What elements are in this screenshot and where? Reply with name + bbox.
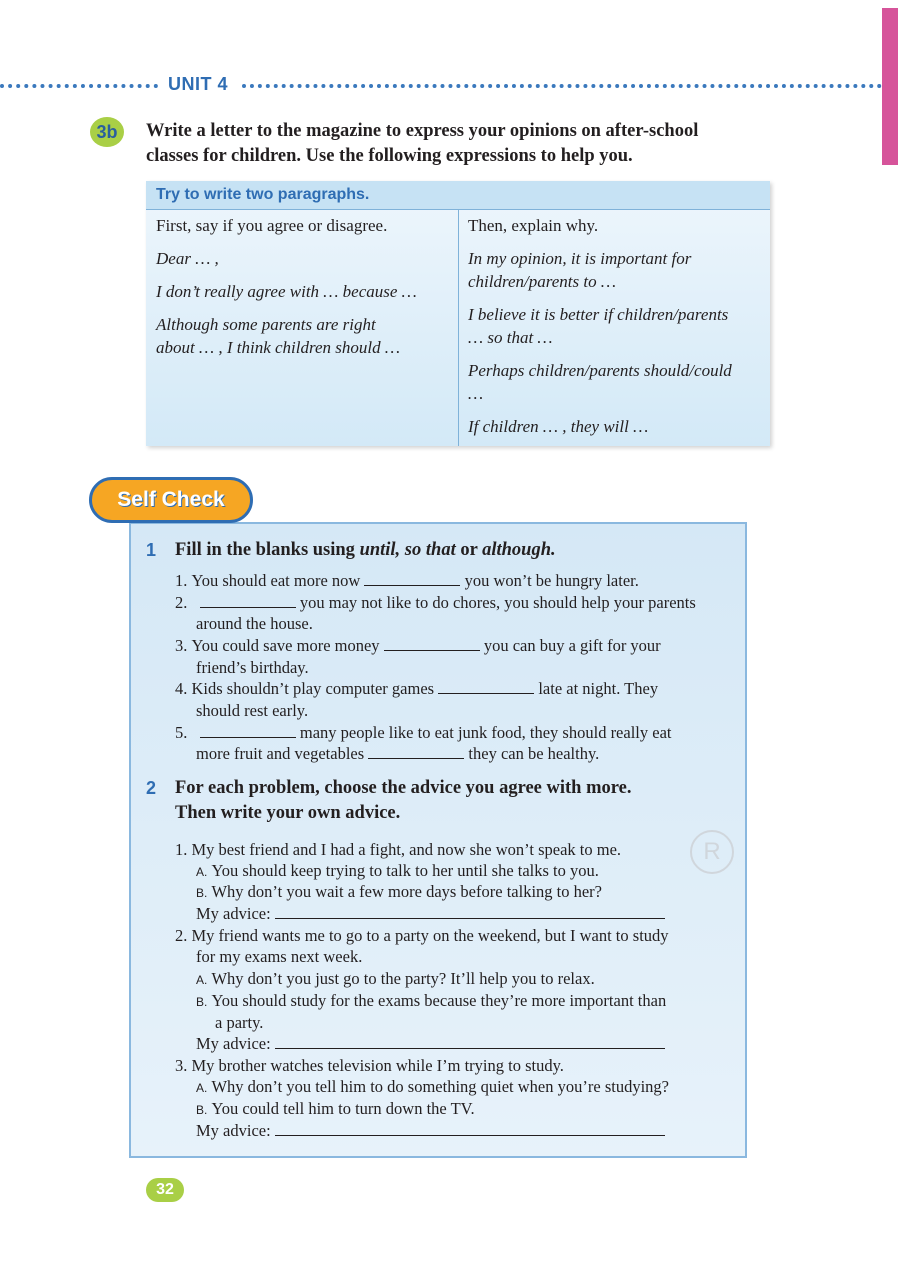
option-letter: B. bbox=[196, 886, 208, 900]
item-text: friend’s birthday. bbox=[196, 658, 309, 677]
fill-item-5-cont bbox=[196, 743, 599, 765]
item-number: 2. bbox=[175, 926, 188, 945]
question-2-title bbox=[175, 776, 631, 826]
option-text: You could tell him to turn down the TV. bbox=[211, 1099, 475, 1118]
answer-blank[interactable] bbox=[438, 679, 534, 694]
column-divider bbox=[458, 209, 459, 446]
option-a bbox=[196, 1076, 669, 1100]
unit-label: UNIT 4 bbox=[168, 74, 229, 94]
advice-label: My advice: bbox=[196, 1034, 271, 1053]
question-1-title bbox=[175, 538, 556, 563]
item-text: many people like to eat junk food, they should really eat bbox=[299, 723, 672, 742]
option-letter: B. bbox=[196, 1103, 208, 1117]
problem-text: My friend wants me to go to a party on the weekend, but I want to study bbox=[191, 926, 669, 945]
problem-text: My best friend and I had a fight, and now she won’t speak to me. bbox=[191, 840, 622, 859]
expression: Perhaps children/parents should/could bbox=[468, 361, 732, 380]
expression: Although some parents are right bbox=[156, 315, 376, 334]
item-number: 3. bbox=[175, 1056, 188, 1075]
option-letter: A. bbox=[196, 973, 208, 987]
page-number: 32 bbox=[146, 1178, 184, 1202]
page-tab-marker bbox=[882, 8, 898, 165]
title-text: Fill in the blanks using bbox=[175, 540, 360, 560]
fill-item-5 bbox=[175, 722, 671, 744]
exercise-instruction bbox=[146, 119, 786, 169]
option-text: You should study for the exams because they’re more important than bbox=[211, 991, 667, 1010]
item-text: you may not like to do chores, you should help your parents bbox=[299, 593, 696, 612]
registered-watermark-icon: R bbox=[690, 830, 734, 874]
fill-item-4 bbox=[175, 678, 658, 700]
item-number: 5. bbox=[175, 723, 188, 742]
expression: If children … , they will … bbox=[468, 417, 649, 436]
option-a bbox=[196, 860, 599, 884]
self-check-title: Self Check bbox=[117, 488, 225, 511]
advice-label: My advice: bbox=[196, 1121, 271, 1140]
title-keyword: although. bbox=[482, 540, 556, 560]
advice-row bbox=[196, 1120, 665, 1142]
fill-item-3 bbox=[175, 635, 661, 657]
item-text: they can be healthy. bbox=[468, 744, 600, 763]
answer-blank[interactable] bbox=[384, 636, 480, 651]
expression: In my opinion, it is important for bbox=[468, 249, 692, 268]
expression: I don’t really agree with … because … bbox=[156, 282, 417, 301]
option-text: Why don’t you just go to the party? It’ll help you to relax. bbox=[211, 969, 595, 988]
fill-item-1 bbox=[175, 570, 639, 592]
column-heading: Then, explain why. bbox=[468, 216, 599, 235]
problem-2 bbox=[175, 925, 669, 947]
title-line: Then write your own advice. bbox=[175, 803, 401, 823]
option-letter: B. bbox=[196, 995, 208, 1009]
item-number: 1. bbox=[175, 571, 188, 590]
item-text: late at night. They bbox=[538, 679, 659, 698]
option-letter: A. bbox=[196, 1081, 208, 1095]
expression: I believe it is better if children/parents bbox=[468, 305, 729, 324]
advice-row bbox=[196, 1033, 665, 1055]
self-check-title-pill bbox=[89, 477, 253, 523]
expression: … bbox=[468, 384, 484, 403]
advice-input-line[interactable] bbox=[275, 1034, 665, 1049]
answer-blank[interactable] bbox=[200, 593, 296, 608]
expressions-left-column bbox=[156, 214, 452, 359]
title-keyword: until, so that bbox=[359, 540, 456, 560]
item-text: around the house. bbox=[196, 614, 313, 633]
question-number: 2 bbox=[146, 778, 157, 798]
problem-1 bbox=[175, 839, 621, 861]
advice-input-line[interactable] bbox=[275, 904, 665, 919]
item-text: more fruit and vegetables bbox=[196, 744, 365, 763]
expressions-right-column bbox=[468, 214, 764, 438]
exercise-badge-3b: 3b bbox=[90, 117, 124, 147]
option-a bbox=[196, 968, 595, 992]
instruction-line: classes for children. Use the following expressions to help you. bbox=[146, 146, 633, 166]
expression: about … , I think children should … bbox=[156, 338, 400, 357]
item-text: You should eat more now bbox=[191, 571, 361, 590]
answer-blank[interactable] bbox=[368, 744, 464, 759]
item-number: 1. bbox=[175, 840, 188, 859]
title-text: or bbox=[455, 540, 483, 560]
option-text: Why don’t you wait a few more days before talking to her? bbox=[211, 882, 602, 901]
advice-label: My advice: bbox=[196, 904, 271, 923]
item-number: 2. bbox=[175, 593, 188, 612]
option-text: You should keep trying to talk to her until she talks to you. bbox=[211, 861, 599, 880]
expressions-box-header bbox=[146, 181, 770, 210]
fill-item-2 bbox=[175, 592, 696, 614]
header-dots-left bbox=[0, 84, 158, 92]
expression: children/parents to … bbox=[468, 272, 616, 291]
item-text: you can buy a gift for your bbox=[483, 636, 661, 655]
advice-row bbox=[196, 903, 665, 925]
expression: … so that … bbox=[468, 328, 553, 347]
problem-text: for my exams next week. bbox=[196, 947, 363, 966]
advice-input-line[interactable] bbox=[275, 1121, 665, 1136]
problem-3 bbox=[175, 1055, 564, 1077]
item-text: should rest early. bbox=[196, 701, 309, 720]
title-line: For each problem, choose the advice you agree with more. bbox=[175, 778, 632, 798]
item-number: 4. bbox=[175, 679, 188, 698]
option-text: a party. bbox=[215, 1013, 264, 1032]
option-b bbox=[196, 881, 602, 905]
question-number: 1 bbox=[146, 540, 157, 560]
option-b bbox=[196, 1098, 475, 1122]
header-dots-right bbox=[242, 84, 882, 92]
answer-blank[interactable] bbox=[364, 571, 460, 586]
option-text: Why don’t you tell him to do something quiet when you’re studying? bbox=[211, 1077, 669, 1096]
option-letter: A. bbox=[196, 865, 208, 879]
instruction-line: Write a letter to the magazine to express your opinions on after-school bbox=[146, 121, 699, 141]
item-text: you won’t be hungry later. bbox=[464, 571, 639, 590]
answer-blank[interactable] bbox=[200, 723, 296, 738]
item-text: You could save more money bbox=[191, 636, 380, 655]
item-text: Kids shouldn’t play computer games bbox=[191, 679, 435, 698]
column-heading: First, say if you agree or disagree. bbox=[156, 216, 388, 235]
option-b bbox=[196, 990, 666, 1014]
expressions-box bbox=[146, 181, 770, 446]
expression: Dear … , bbox=[156, 249, 219, 268]
item-number: 3. bbox=[175, 636, 188, 655]
problem-text: My brother watches television while I’m trying to study. bbox=[191, 1056, 564, 1075]
expressions-box-title: Try to write two paragraphs. bbox=[156, 186, 370, 203]
